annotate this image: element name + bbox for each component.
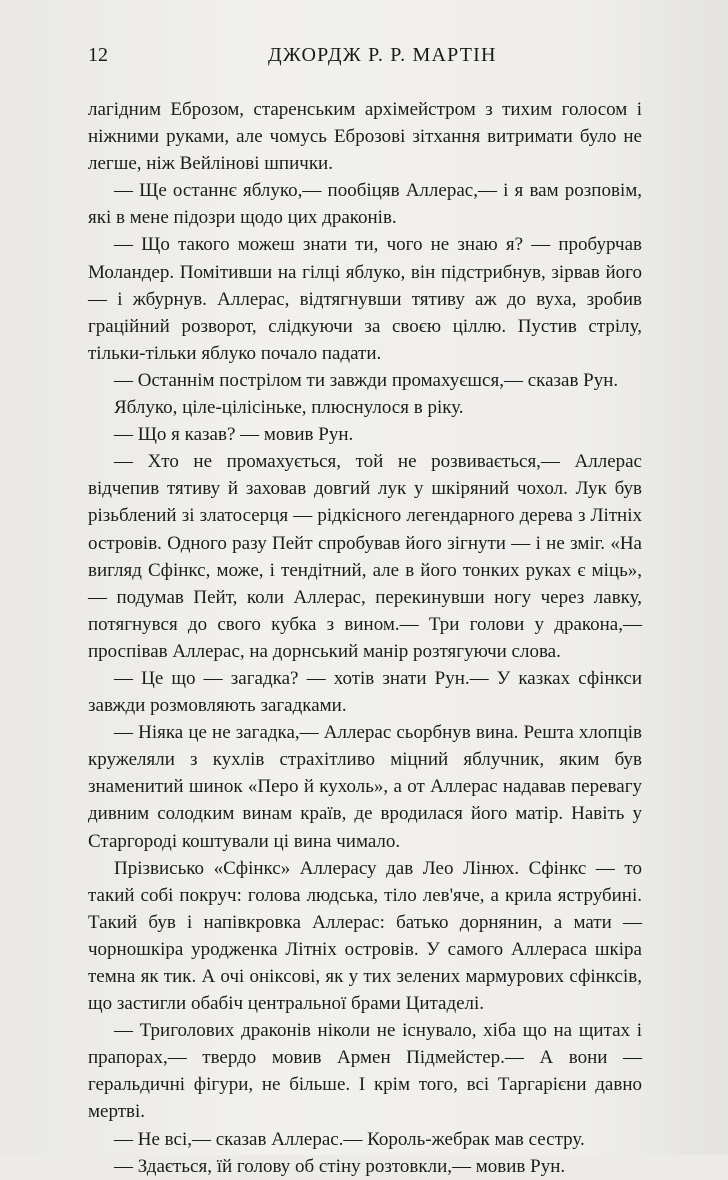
paragraph: — Ще останнє яблуко,— пообіцяв Аллерас,— і я вам розповім, які в мене підозри щодо цих драконів. [88,180,642,229]
running-head: ДЖОРДЖ Р. Р. МАРТІН [268,44,497,66]
paragraph: — Триголових драконів ніколи не існувало, хіба що на щитах і прапорах,— твердо мовив Армен Підмейстер.— А вони — геральдичні фігури, не більше. І крім того, всі Таргарієни давно мертві. [88,1020,642,1123]
paragraph: Яблуко, ціле-цілісіньке, плюснулося в ріку. [114,397,464,419]
paragraph: — Що я казав? — мовив Рун. [114,424,354,446]
paragraph: лагідним Еброзом, старенським архімейстром з тихим голосом і ніжними руками, але чомусь Еброзові зітхання витримати було не легше, ніж Вейлінові шпички. [88,99,642,175]
paragraph: — Останнім пострілом ти завжди промахуєшся,— сказав Рун. [114,369,619,391]
body-text [88,96,642,1180]
paragraph: — Ніяка це не загадка,— Аллерас сьорбнув вина. Решта хлопців кружеляли з кухлів страхітливо міцний яблучник, яким був знаменитий шинок «Перо й кухоль», а от Аллерас надавав перевагу дивним солодким винам країв, де вродилася його матір. Навіть у Старгороді коштували ці вина чимало. [88,722,642,852]
paragraph: Прізвисько «Сфінкс» Аллерасу дав Лео Лінюх. Сфінкс — то такий собі покруч: голова людська, тіло лев'яче, а крила яструбині. Такий був і напівкровка Аллерас: батько дорнянин, а мати — чорношкіра уродженка Літніх островів. У самого Аллераса шкіра темна як тик. А очі оніксові, як у тих зелених мармурових сфінксів, що застигли обабіч центральної брами Цитаделі. [88,857,642,1015]
page-header [88,40,642,70]
paragraph: — Що такого можеш знати ти, чого не знаю я? — пробурчав Моландер. Помітивши на гілці яблуко, він підстрибнув, зірвав його — і жбурнув. Аллерас, відтягнувши тятиву аж до вуха, зробив граційний розворот, слідкуючи за своєю ціллю. Пустив стрілу, тільки-тільки яблуко почало падати. [88,234,642,364]
page-number: 12 [88,44,108,66]
paragraph: — Це що — загадка? — хотів знати Рун.— У казках сфінкси завжди розмовляють загадками. [88,667,642,717]
paragraph: — Здається, їй голову об стіну розтовкли,— мовив Рун. [114,1155,566,1177]
paragraph: — Не всі,— сказав Аллерас.— Король-жебрак мав сестру. [114,1128,585,1150]
paragraph: — Хто не промахується, той не розвивається,— Аллерас відчепив тятиву й заховав довгий лук у шкіряний чохол. Лук був різьблений зі златосерця — рідкісного легендарного дерева з Літніх островів. Одного разу Пейт спробував його зігнути — і не зміг. «На вигляд Сфінкс, може, і тендітний, але в його тонких руках є міць»,— подумав Пейт, коли Аллерас, перекинувши ногу через лавку, потягнувся до свого кубка з вином.— Три голови у дракона,— проспівав Аллерас, на дорнський манір розтягуючи слова. [88,451,642,662]
